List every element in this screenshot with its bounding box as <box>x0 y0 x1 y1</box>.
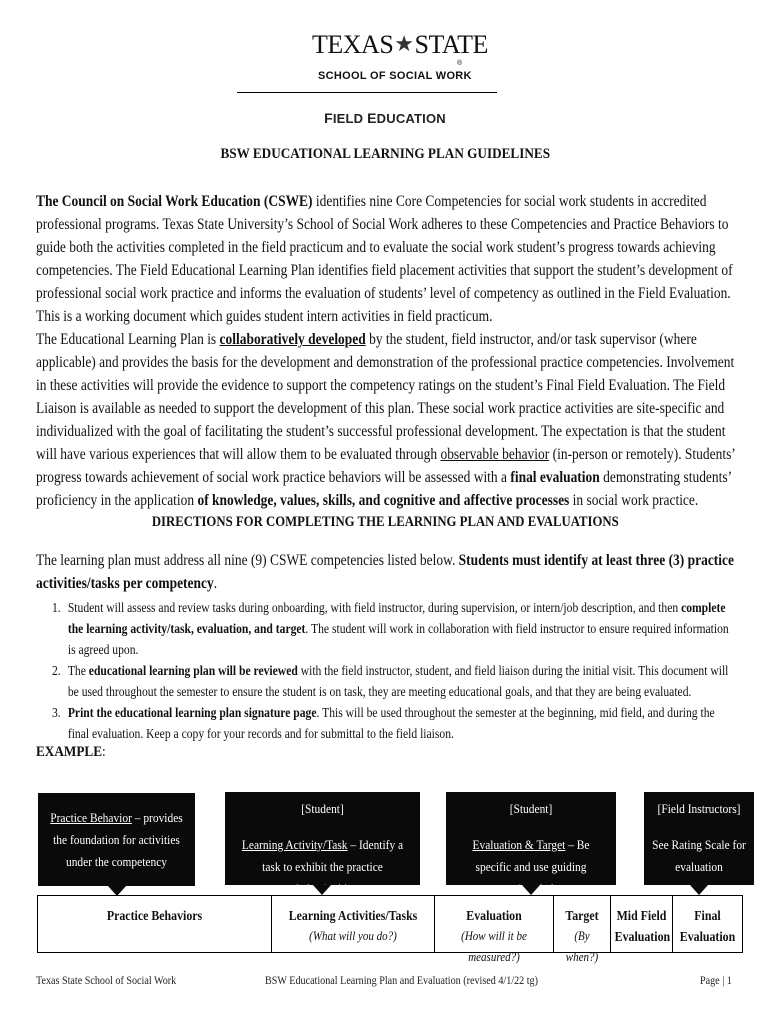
step-bold: Print the educational learning plan signature page <box>67 705 317 720</box>
directions-intro-end: . <box>213 575 218 592</box>
callout-learning-activity <box>225 792 420 896</box>
table-header-cell <box>435 896 554 964</box>
step-number: 3. <box>52 705 61 720</box>
callout-desc: – provides the foundation for activities under the competency <box>53 810 183 869</box>
collaboratively-developed-emphasis: collaboratively developed <box>219 331 366 348</box>
table-header-label: Evaluation <box>466 908 522 923</box>
callout-pointer <box>522 885 540 895</box>
table-header-label: Practice Behaviors <box>106 908 203 923</box>
table-header-inner <box>615 905 669 947</box>
table-header-inner <box>442 905 546 968</box>
example-table-header <box>37 895 743 964</box>
table-header-label: Final <box>694 908 721 923</box>
star-icon: ★ <box>394 31 414 56</box>
callout-practice-behavior <box>38 793 195 886</box>
table-header-inner <box>677 905 738 947</box>
directions-steps <box>52 597 738 744</box>
logo-wordmark <box>312 30 488 60</box>
callout-body <box>47 793 185 873</box>
table-header-sub: Evaluation <box>679 929 736 944</box>
lp-text-3: (in-person or remotely). Students’ progress towards achievement of social work practice behaviors will be assessed with a <box>36 446 735 486</box>
callout-body <box>651 792 748 878</box>
observable-behavior-emphasis: observable behavior <box>440 446 550 463</box>
callout-head: [Student] <box>509 801 553 816</box>
step-bold: educational learning plan will be reviewed <box>88 663 298 678</box>
logo-word-texas: TEXAS <box>312 30 394 59</box>
callout-title: Practice Behavior <box>50 810 132 825</box>
directions-heading-text: DIRECTIONS FOR COMPLETING THE LEARNING PLAN AND EVALUATIONS <box>151 514 619 530</box>
callout-field-instructors <box>644 792 754 885</box>
step-bold: complete the learning activity/task, evaluation, and target <box>67 600 726 636</box>
step-text: . The student will work in collaboration with field instructor to ensure required information is agreed upon. <box>67 621 729 657</box>
table-header-cell <box>673 896 742 952</box>
intro-paragraph-text: identifies nine Core Competencies for social work students in accredited professional programs. Texas State University’s School of Social Work adheres to these Competencies and Practice Behaviors to guide both the activities completed in the field practicum and to evaluate the social work student’s progress towards achieving competencies. The Field Educational Learning Plan identifies field placement activities that support the student’s development of professional social work practice and informs the evaluation of students’ level of competency as outlined in the Field Evaluation. This is a working document which guides student intern activities in field practicum. <box>36 193 733 325</box>
cswe-lead: The Council on Social Work Education (CSWE) <box>36 193 313 210</box>
example-heading-inner <box>36 744 106 761</box>
callout-title: Evaluation & Target <box>472 837 566 852</box>
callout-head: [Field Instructors] <box>657 801 741 816</box>
lp-text-1: The Educational Learning Plan is <box>36 331 220 348</box>
table-header-inner <box>557 905 606 968</box>
callout-title: Learning Activity/Task <box>241 837 348 852</box>
directions-intro-text: The learning plan must address all nine (9) CSWE competencies listed below. <box>36 552 459 569</box>
step-text: The <box>67 663 89 678</box>
callout-pointer <box>313 885 331 895</box>
callout-head: [Student] <box>301 801 344 816</box>
table-header-cell <box>272 896 435 952</box>
callout-evaluation-target <box>446 792 616 896</box>
header-divider <box>237 92 497 93</box>
step-number: 1. <box>52 600 61 615</box>
section-label <box>0 110 770 126</box>
table-header-label: Target <box>565 908 599 923</box>
logo-subtitle: SCHOOL OF SOCIAL WORK <box>318 70 472 82</box>
page-number: Page | 1 <box>700 975 732 987</box>
lp-text-5: in social work practice. <box>569 492 699 509</box>
page-title-text: BSW EDUCATIONAL LEARNING PLAN GUIDELINES <box>220 146 550 162</box>
callout-desc: – Identify a task to exhibit the practice behavior(s) <box>262 837 404 896</box>
callout-pointer <box>690 885 708 895</box>
final-evaluation-emphasis: final evaluation <box>510 469 600 486</box>
callout-body <box>456 792 606 900</box>
lp-text-2: by the student, field instructor, and/or task supervisor (where applicable) and provides the basis for the development and demonstration of the professional practice competencies. Involvement in these activities will provide the evidence to support the competency ratings on the student’s Final Field Evaluation. The Field Liaison is available as needed to support the development of this plan. These social work practice activities are site-specific and individualized with the goal of facilitating the student’s successful professional development. The expectation is that the student will have various experiences that will allow them to be evaluated through <box>36 331 735 463</box>
directions-heading <box>0 514 770 531</box>
logo-word-state: STATE <box>414 30 488 59</box>
table-header-sub: (How will it be measured?) <box>461 929 527 964</box>
table-header-cell <box>611 896 673 952</box>
table-header-sub: (By when?) <box>565 929 599 964</box>
table-header-sub: (What will you do?) <box>309 929 397 943</box>
example-label: EXAMPLE <box>36 744 102 760</box>
table-header-label: Learning Activities/Tasks <box>288 908 418 923</box>
field-education-label: FIELD EDUCATION <box>324 110 446 126</box>
registered-mark: ® <box>457 60 463 67</box>
lp-text-4: demonstrating students’ proficiency in the application <box>36 469 732 509</box>
callout-desc: See Rating Scale for evaluation <box>652 837 746 874</box>
table-header-sub: Evaluation <box>614 929 671 944</box>
table-header-cell <box>38 896 272 952</box>
table-header-inner <box>282 905 425 947</box>
directions-intro-bold: Students must identify at least three (3) practice activities/tasks per competency <box>36 552 734 592</box>
example-heading <box>36 744 115 761</box>
texas-state-logo <box>312 30 488 86</box>
example-colon: : <box>102 744 106 760</box>
callout-desc: – Be specific and use guiding questions below <box>475 837 590 896</box>
step-text: Student will assess and review tasks during onboarding, with field instructor, during supervision, or intern/job description, and then <box>67 600 682 615</box>
knowledge-values-emphasis: of knowledge, values, skills, and cognitive and affective processes <box>197 492 570 509</box>
list-item <box>52 597 738 660</box>
page-title <box>0 146 770 163</box>
table-header-label: Mid Field <box>616 908 667 923</box>
step-text: with the field instructor, student, and field liaison during the initial visit. This document will be used throughout the semester to ensure the student is on task, they are meeting educational goals, and that they are being evaluated. <box>67 663 729 699</box>
callout-body <box>237 792 409 900</box>
list-item <box>52 702 738 744</box>
footer-center: BSW Educational Learning Plan and Evaluation (revised 4/1/22 tg) <box>265 975 538 987</box>
directions-intro <box>36 549 740 595</box>
step-number: 2. <box>52 663 61 678</box>
step-text: . This will be used throughout the semester at the beginning, mid field, and during the final evaluation. Keep a copy for your records and for submittal to the field liaison. <box>67 705 715 741</box>
learning-plan-paragraph <box>36 328 736 512</box>
list-item <box>52 660 738 702</box>
footer-left: Texas State School of Social Work <box>36 975 177 987</box>
table-header-cell <box>554 896 611 964</box>
intro-paragraph <box>36 190 736 328</box>
